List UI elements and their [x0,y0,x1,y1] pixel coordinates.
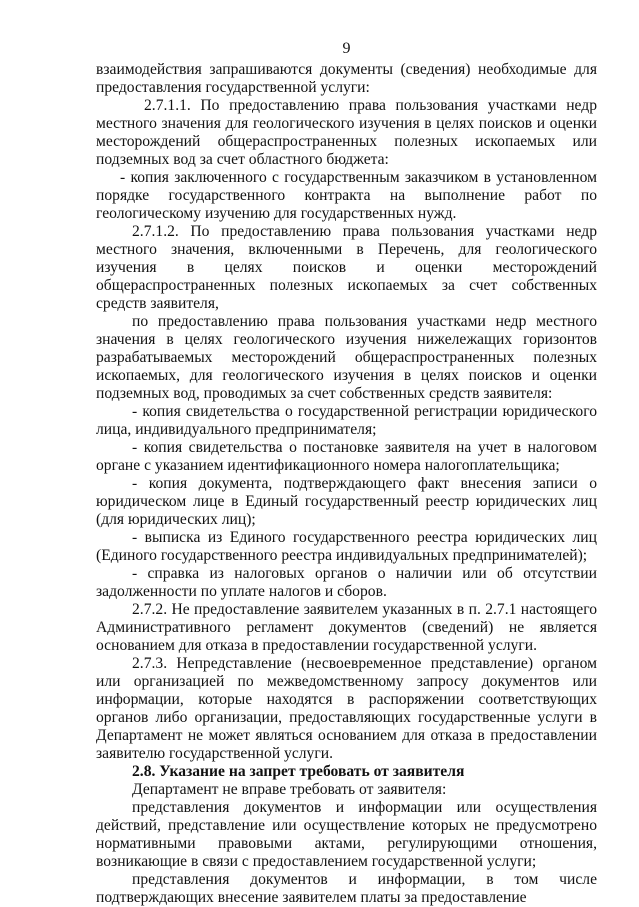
paragraph-intro-continuation: взаимодействия запрашиваются документы (сведения) необходимые для предоставления государственной услуги: [96,61,597,96]
paragraph-registry-entry-copy: - копия документа, подтверждающего факт внесения записи о юридическом лице в Единый государственный реестр юридических лиц (для юридических лиц); [96,475,597,528]
paragraph-2-7-2: 2.7.2. Не предоставление заявителем указанных в п. 2.7.1 настоящего Административного регламент документов (сведений) не является основанием для отказа в предоставлении государственной услуги. [96,601,597,654]
section-heading-2-8: 2.8. Указание на запрет требовать от заявителя [132,763,465,780]
paragraph-registry-extract: - выписка из Единого государственного реестра юридических лиц (Единого государственного реестра индивидуальных предпринимателей); [96,529,597,564]
paragraph-2-7-1-2: 2.7.1.2. По предоставлению права пользования участками недр местного значения, включенными в Перечень, для геологического изучения в целях поисков и оценки месторождений общераспространенных полезных ископаемых за счет собственных средств заявителя, [96,223,597,312]
page-number: 9 [342,40,351,57]
paragraph-payment-confirmation: представления документов и информации, в том числе подтверждающих внесение заявителем платы за предоставление [96,871,597,906]
paragraph-registration-copy: - копия свидетельства о государственной регистрации юридического лица, индивидуального предпринимателя; [96,403,597,438]
paragraph-subsoil-provision: по предоставлению права пользования участками недр местного значения в целях геологического изучения нижележащих горизонтов разрабатываемых месторождений общераспространенных полезных ископаемых, для геологического изучения в целях поисков и оценки подземных вод, проводимых за счет собственных средств заявителя: [96,313,597,402]
paragraph-tax-registration-copy: - копия свидетельства о постановке заявителя на учет в налоговом органе с указанием идентификационного номера налогоплательщика; [96,439,597,474]
paragraph-department-not-entitled: Департамент не вправе требовать от заявителя: [132,781,447,798]
paragraph-documents-provision: представления документов и информации или осуществления действий, представление или осуществление которых не предусмотрено нормативными правовыми актами, регулирующими отношения, возникающие в связи с предоставлением государственной услуги; [96,799,597,870]
paragraph-2-7-3: 2.7.3. Непредставление (несвоевременное представление) органом или организацией по межведомственному запросу документов или информации, которые находятся в распоряжении соответствующих органов либо организации, предоставляющих государственные услуги в Департамент не может являться основанием для отказа в предоставлении заявителю государственной услуги. [96,655,597,762]
paragraph-2-7-1-1: 2.7.1.1. По предоставлению права пользования участками недр местного значения для геологического изучения в целях поисков и оценки месторождений общераспространенных полезных ископаемых или подземных вод за счет областного бюджета: [96,97,597,168]
paragraph-tax-certificate: - справка из налоговых органов о наличии или об отсутствии задолженности по уплате налогов и сборов. [96,565,597,600]
paragraph-contract-copy: - копия заключенного с государственным заказчиком в установленном порядке государственного контракта на выполнение работ по геологическому изучению для государственных нужд. [96,169,597,222]
